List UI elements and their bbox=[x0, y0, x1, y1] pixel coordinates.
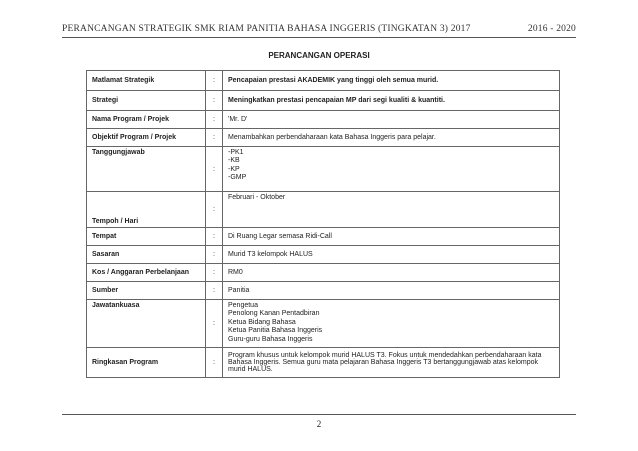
row-colon: : bbox=[206, 192, 223, 228]
document-title: PERANCANGAN OPERASI bbox=[268, 51, 370, 60]
row-value: RM0 bbox=[223, 264, 560, 282]
row-label: Objektif Program / Projek bbox=[87, 129, 206, 147]
row-value: Murid T3 kelompok HALUS bbox=[223, 246, 560, 264]
row-colon: : bbox=[206, 129, 223, 147]
value-line: -KB bbox=[228, 157, 240, 165]
table-row bbox=[87, 111, 560, 129]
row-colon: : bbox=[206, 147, 223, 192]
table-row bbox=[87, 147, 560, 192]
row-colon: : bbox=[206, 91, 223, 111]
row-colon: : bbox=[206, 71, 223, 91]
value-line: -KP bbox=[228, 165, 240, 173]
row-value: Pencapaian prestasi AKADEMIK yang tinggi oleh semua murid. bbox=[223, 71, 560, 91]
row-label: Jawatankuasa bbox=[87, 300, 206, 348]
row-label: Strategi bbox=[87, 91, 206, 111]
row-value: Di Ruang Legar semasa Ridi-Call bbox=[223, 228, 560, 246]
row-value: Februari - Oktober bbox=[223, 192, 560, 228]
row-value: Meningkatkan prestasi pencapaian MP dari segi kualiti & kuantiti. bbox=[223, 91, 560, 111]
value-line: Ketua Panitia Bahasa Inggeris bbox=[228, 327, 323, 335]
row-colon: : bbox=[206, 111, 223, 129]
table-row bbox=[87, 282, 560, 300]
operations-table bbox=[86, 70, 560, 378]
table-row bbox=[87, 129, 560, 147]
row-label: Ringkasan Program bbox=[87, 348, 206, 378]
row-label: Sumber bbox=[87, 282, 206, 300]
row-value: Program khusus untuk kelompok murid HALUS T3. Fokus untuk mendedahkan perbendaharaan kata Bahasa Inggeris. Semua guru mata pelajaran Bahasa Inggeris T3 bertanggungjawab atas kelompok murid HALUS. bbox=[223, 348, 560, 378]
value-line: Ketua Bidang Bahasa bbox=[228, 318, 296, 326]
table-row bbox=[87, 228, 560, 246]
row-value bbox=[223, 147, 560, 192]
table-row bbox=[87, 192, 560, 228]
table-row bbox=[87, 71, 560, 91]
header-title: PERANCANGAN STRATEGIK SMK RIAM PANITIA BAHASA INGGERIS (TINGKATAN 3) 2017 bbox=[62, 24, 471, 34]
row-colon: : bbox=[206, 348, 223, 378]
row-label: Tempoh / Hari bbox=[87, 192, 206, 228]
row-colon: : bbox=[206, 282, 223, 300]
table-row bbox=[87, 348, 560, 378]
row-colon: : bbox=[206, 264, 223, 282]
row-label: Tanggungjawab bbox=[87, 147, 206, 192]
row-label: Tempat bbox=[87, 228, 206, 246]
row-label: Matlamat Strategik bbox=[87, 71, 206, 91]
row-value: Panitia bbox=[223, 282, 560, 300]
row-value: Menambahkan perbendaharaan kata Bahasa Inggeris para pelajar. bbox=[223, 129, 560, 147]
page-header bbox=[62, 14, 576, 38]
row-label: Nama Program / Projek bbox=[87, 111, 206, 129]
value-line: -GMP bbox=[228, 174, 247, 182]
table-row bbox=[87, 246, 560, 264]
value-line: Guru-guru Bahasa Inggeris bbox=[228, 335, 313, 343]
table-row bbox=[87, 91, 560, 111]
value-line: Pengetua bbox=[228, 302, 258, 309]
page-number: 2 bbox=[316, 419, 322, 429]
row-colon: : bbox=[206, 228, 223, 246]
header-year-range: 2016 - 2020 bbox=[527, 24, 576, 34]
table-row bbox=[87, 264, 560, 282]
row-value: 'Mr. D' bbox=[223, 111, 560, 129]
row-colon: : bbox=[206, 300, 223, 348]
table-row bbox=[87, 300, 560, 348]
row-label: Sasaran bbox=[87, 246, 206, 264]
row-label: Kos / Anggaran Perbelanjaan bbox=[87, 264, 206, 282]
row-value bbox=[223, 300, 560, 348]
row-colon: : bbox=[206, 246, 223, 264]
value-line: Penolong Kanan Pentadbiran bbox=[228, 310, 320, 318]
value-line: -PK1 bbox=[228, 149, 244, 156]
page-footer bbox=[62, 414, 576, 429]
